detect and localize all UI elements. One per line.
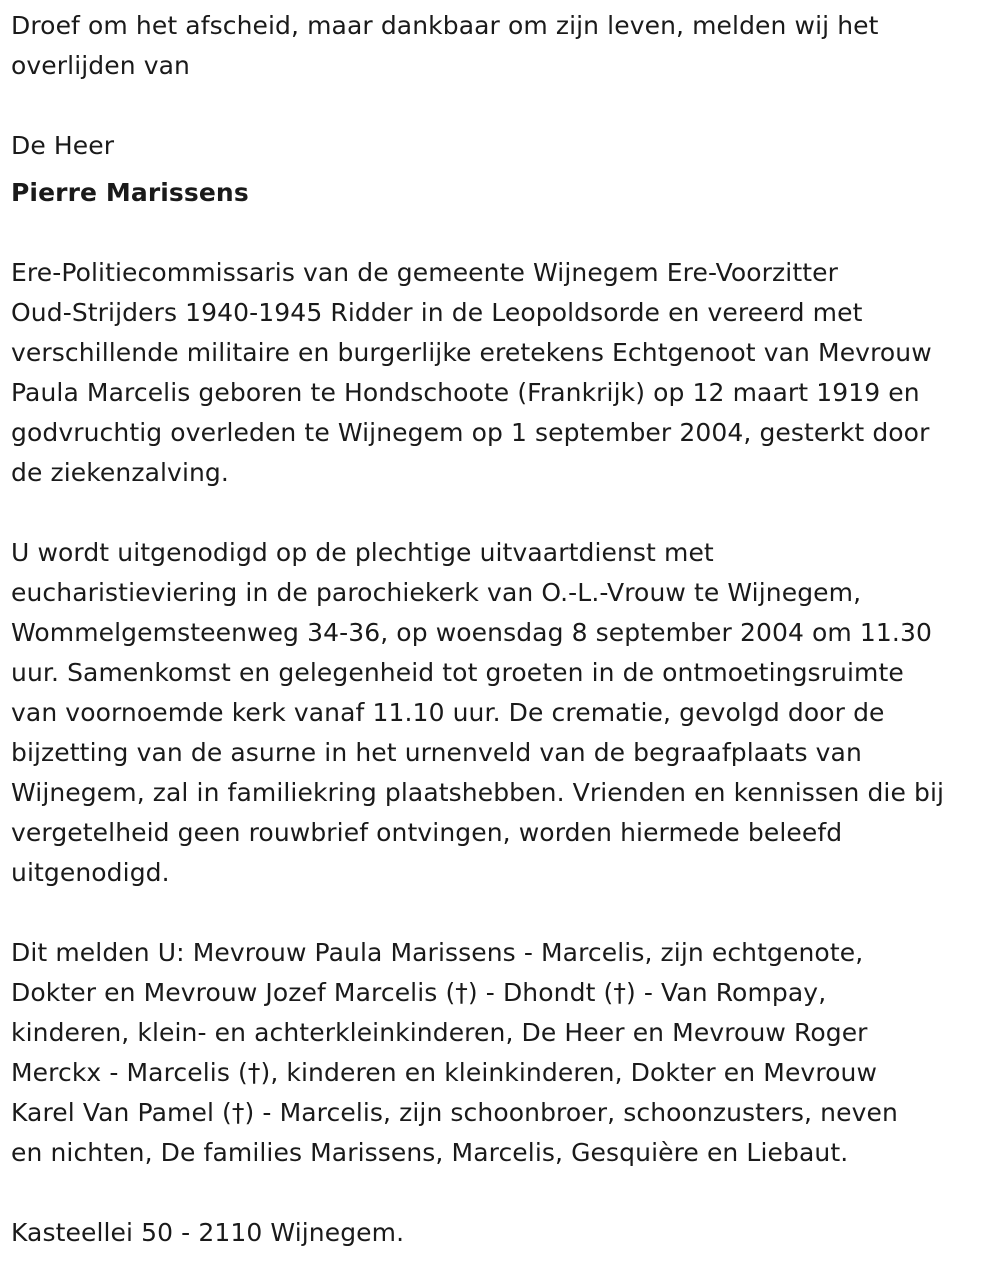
announcers-line: Merckx - Marcelis (†), kinderen en kleinkinderen, Dokter en Mevrouw <box>11 1058 878 1087</box>
salutation: De Heer <box>11 131 115 160</box>
invitation-line: van voornoemde kerk vanaf 11.10 uur. De crematie, gevolgd door de <box>11 698 885 727</box>
invitation-line: vergetelheid geen rouwbrief ontvingen, worden hiermede beleefd <box>11 818 843 847</box>
announcers-line: Karel Van Pamel (†) - Marcelis, zijn schoonbroer, schoonzusters, neven <box>11 1098 898 1127</box>
biography-line: godvruchtig overleden te Wijnegem op 1 september 2004, gesterkt door <box>11 418 930 447</box>
deceased-name: Pierre Marissens <box>11 178 249 207</box>
invitation-line: uur. Samenkomst en gelegenheid tot groeten in de ontmoetingsruimte <box>11 658 904 687</box>
announcers-line: en nichten, De families Marissens, Marcelis, Gesquière en Liebaut. <box>11 1138 849 1167</box>
invitation-line: uitgenodigd. <box>11 858 170 887</box>
announcers-line: Dit melden U: Mevrouw Paula Marissens - Marcelis, zijn echtgenote, <box>11 938 864 967</box>
intro-line: overlijden van <box>11 51 190 80</box>
invitation-paragraph <box>11 533 991 893</box>
biography-paragraph <box>11 253 991 493</box>
obituary-document <box>11 6 991 1253</box>
biography-line: Oud-Strijders 1940-1945 Ridder in de Leopoldsorde en vereerd met <box>11 298 863 327</box>
biography-line: de ziekenzalving. <box>11 458 229 487</box>
invitation-line: bijzetting van de asurne in het urnenveld van de begraafplaats van <box>11 738 862 767</box>
announcers-line: kinderen, klein- en achterkleinkinderen, De Heer en Mevrouw Roger <box>11 1018 868 1047</box>
address: Kasteellei 50 - 2110 Wijnegem. <box>11 1218 405 1247</box>
intro-line: Droef om het afscheid, maar dankbaar om zijn leven, melden wij het <box>11 11 879 40</box>
intro-paragraph <box>11 6 991 86</box>
biography-line: Ere-Politiecommissaris van de gemeente Wijnegem Ere-Voorzitter <box>11 258 838 287</box>
invitation-line: U wordt uitgenodigd op de plechtige uitvaartdienst met <box>11 538 714 567</box>
announcers-line: Dokter en Mevrouw Jozef Marcelis (†) - Dhondt (†) - Van Rompay, <box>11 978 827 1007</box>
invitation-line: Wijnegem, zal in familiekring plaatshebben. Vrienden en kennissen die bij <box>11 778 945 807</box>
biography-line: verschillende militaire en burgerlijke eretekens Echtgenoot van Mevrouw <box>11 338 932 367</box>
invitation-line: Wommelgemsteenweg 34-36, op woensdag 8 september 2004 om 11.30 <box>11 618 932 647</box>
announcers-paragraph <box>11 933 991 1173</box>
biography-line: Paula Marcelis geboren te Hondschoote (Frankrijk) op 12 maart 1919 en <box>11 378 920 407</box>
invitation-line: eucharistieviering in de parochiekerk van O.-L.-Vrouw te Wijnegem, <box>11 578 862 607</box>
